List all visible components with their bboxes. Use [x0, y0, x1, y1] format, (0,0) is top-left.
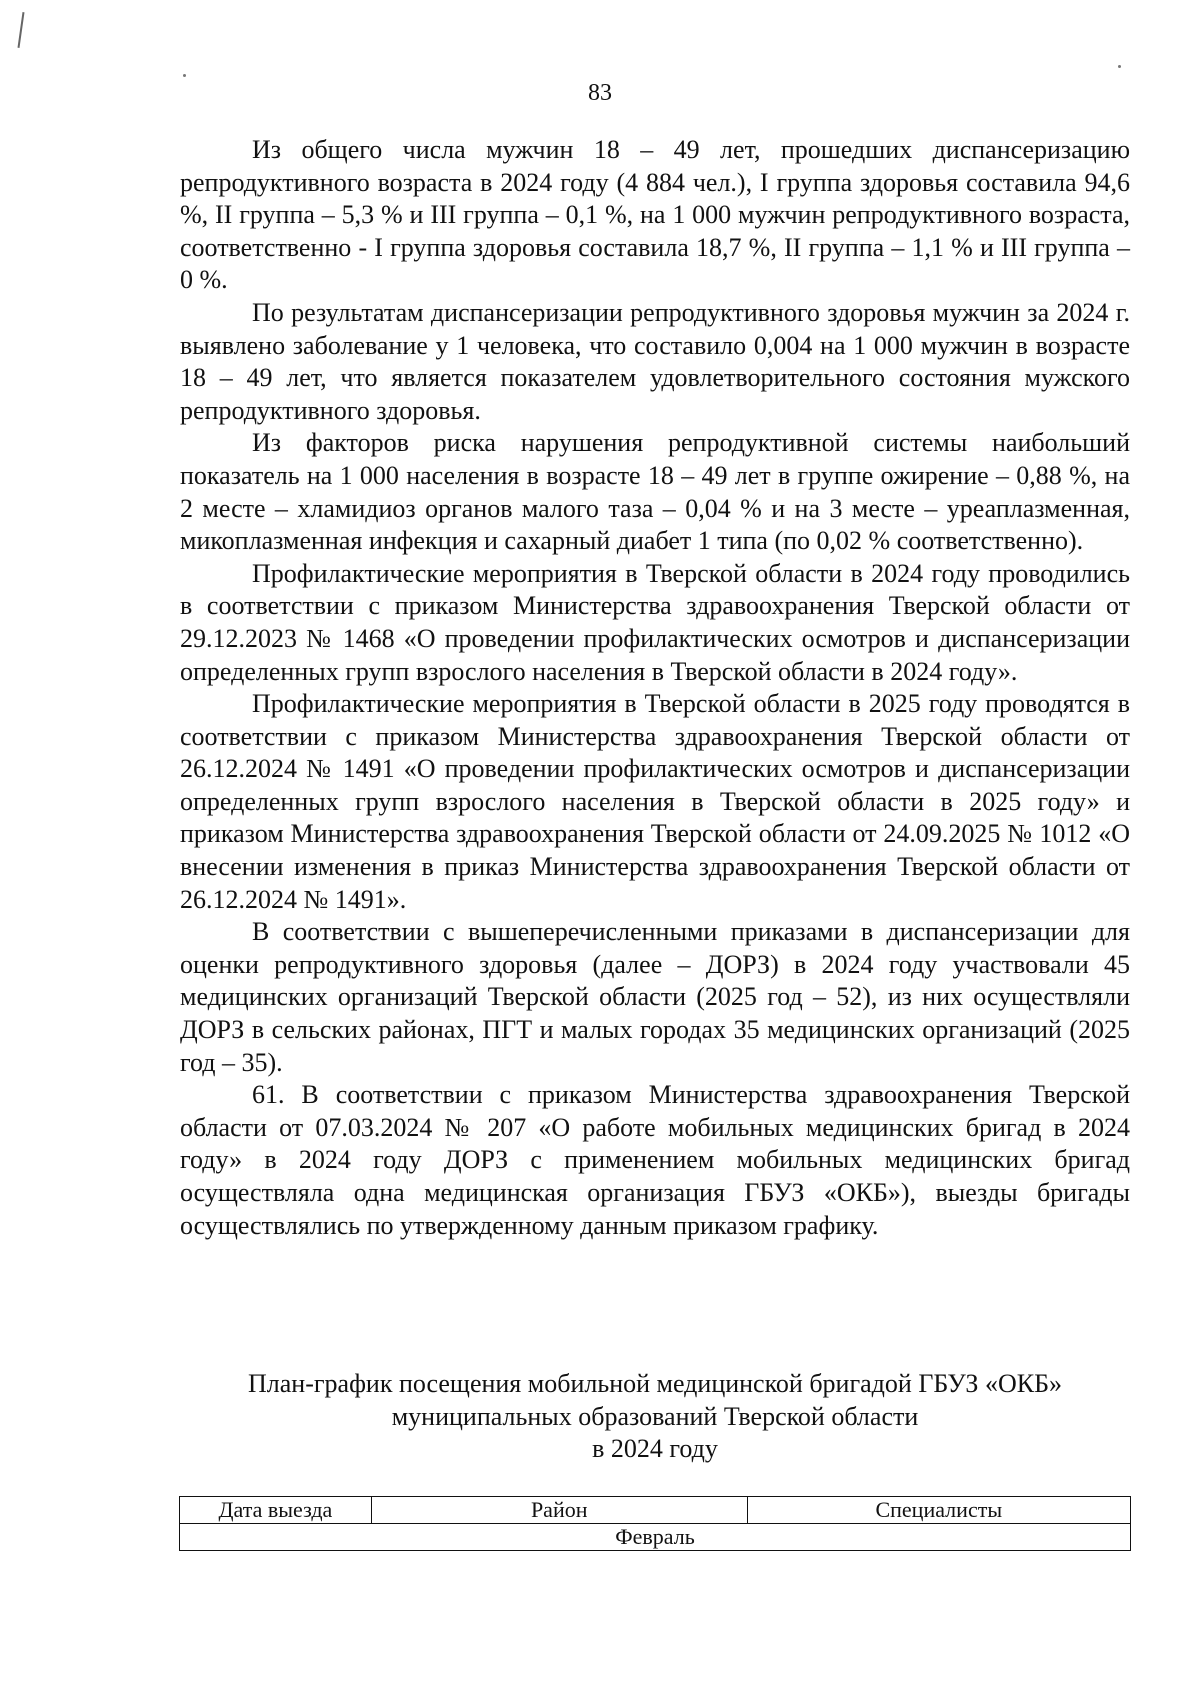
table-header-row: [180, 1497, 1131, 1524]
header-district: Район: [371, 1497, 747, 1524]
body-text: [180, 134, 1130, 1242]
header-specialists: Специалисты: [747, 1497, 1130, 1524]
paragraph-disease-detection: По результатам диспансеризации репродуктивного здоровья мужчин за 2024 г. выявлено заболевание у 1 человека, что составило 0,004 на 1 000 мужчин в возрасте 18 – 49 лет, что является показателем удовлетворительного состояния мужского репродуктивного здоровья.: [180, 297, 1130, 425]
paragraph-preventive-2024: Профилактические мероприятия в Тверской области в 2024 году проводились в соответствии с приказом Министерства здравоохранения Тверской области от 29.12.2023 № 1468 «О проведении профилактических осмотров и диспансеризации определенных групп взрослого населения в Тверской области в 2024 году».: [180, 558, 1130, 686]
scan-speck: [1118, 65, 1121, 68]
table-month-row: [180, 1524, 1131, 1551]
scan-speck: [183, 74, 186, 77]
paragraph-risk-factors: Из факторов риска нарушения репродуктивной системы наибольший показатель на 1 000 населения в возрасте 18 – 49 лет в группе ожирение – 0,88 %, на 2 месте – хламидиоз органов малого таза – 0,04 % и на 3 месте – уреаплазменная, микоплазменная инфекция и сахарный диабет 1 типа (по 0,02 % соответственно).: [180, 428, 1130, 556]
paragraph-mobile-brigades: 61. В соответствии с приказом Министерства здравоохранения Тверской области от 07.03.2024 № 207 «О работе мобильных медицинских бригад в 2024 году» в 2024 году ДОРЗ с применением мобильных медицинских бригад осуществляла одна медицинская организация ГБУЗ «ОКБ»), выезды бригады осуществлялись по утвержденному данным приказом графику.: [180, 1080, 1130, 1240]
page-number: 83: [588, 80, 612, 106]
paragraph-preventive-2025: Профилактические мероприятия в Тверской области в 2025 году проводятся в соответствии с приказом Министерства здравоохранения Тверской области от 26.12.2024 № 1491 «О проведении профилактических осмотров и диспансеризации определенных групп взрослого населения в Тверской области в 2025 году» и приказом Министерства здравоохранения Тверской области от 24.09.2025 № 1012 «О внесении изменения в приказ Министерства здравоохранения Тверской области от 26.12.2024 № 1491».: [180, 689, 1130, 914]
schedule-heading-line-1: План-график посещения мобильной медицинской бригадой ГБУЗ «ОКБ»: [248, 1369, 1062, 1398]
paragraph-participating-organizations: В соответствии с вышеперечисленными приказами в диспансеризации для оценки репродуктивного здоровья (далее – ДОРЗ) в 2024 году участвовали 45 медицинских организаций Тверской области (2025 год – 52), из них осуществляли ДОРЗ в сельских районах, ПГТ и малых городах 35 медицинских организаций (2025 год – 35).: [180, 917, 1130, 1077]
paragraph-male-health-groups: Из общего числа мужчин 18 – 49 лет, прошедших диспансеризацию репродуктивного возраста в 2024 году (4 884 чел.), I группа здоровья составила 94,6 %, II группа – 5,3 % и III группа – 0,1 %, на 1 000 мужчин репродуктивного возраста, соответственно - I группа здоровья составила 18,7 %, II группа – 1,1 % и III группа – 0 %.: [180, 135, 1130, 295]
scan-edge-mark: [18, 12, 25, 48]
schedule-table: [179, 1496, 1131, 1551]
schedule-heading-line-2: муниципальных образований Тверской области: [391, 1401, 919, 1431]
header-date: Дата выезда: [180, 1497, 372, 1524]
month-february: Февраль: [180, 1524, 1131, 1551]
schedule-heading: [180, 1368, 1130, 1466]
schedule-heading-line-3: в 2024 году: [592, 1434, 718, 1463]
